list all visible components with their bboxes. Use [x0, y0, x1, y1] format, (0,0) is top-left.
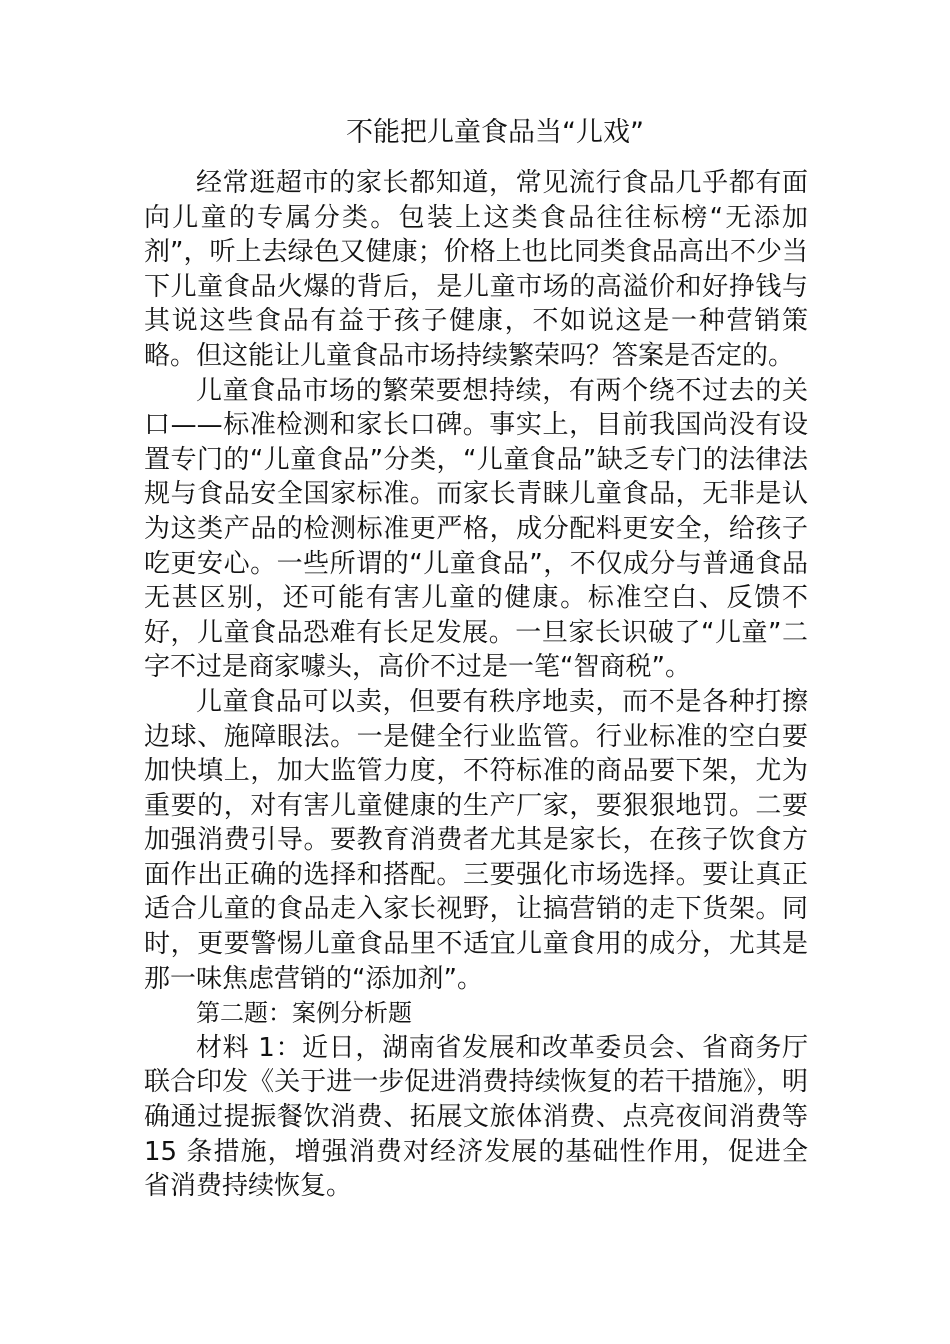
paragraph-3: 儿童食品可以卖，但要有秩序地卖，而不是各种打擦边球、施障眼法。一是健全行业监管。行业标准的空白要加快填上，加大监管力度，不符标准的商品要下架，尤为重要的，对有害儿童健康的生产厂家，要狠狠地罚。二要加强消费引导。要教育消费者尤其是家长，在孩子饮食方面作出正确的选择和搭配。三要强化市场选择。要让真正适合儿童的食品走入家长视野，让搞营销的走下货架。同时，更要警惕儿童食品里不适宜儿童食用的成分，尤其是那一味焦虑营销的“添加剂”。	[144, 686, 808, 994]
material-paragraph: 材料 1：近日，湖南省发展和改革委员会、省商务厅联合印发《关于进一步促进消费持续恢复的若干措施》，明确通过提振餐饮消费、拓展文旅体消费、点亮夜间消费等 15 条措施，增强消费对经济发展的基础性作用，促进全省消费持续恢复。	[144, 1032, 808, 1202]
document-body	[144, 166, 808, 1204]
paragraph-1: 经常逛超市的家长都知道，常见流行食品几乎都有面向儿童的专属分类。包装上这类食品往往标榜“无添加剂”，听上去绿色又健康；价格上也比同类食品高出不少当下儿童食品火爆的背后，是儿童市场的高溢价和好挣钱与其说这些食品有益于孩子健康，不如说这是一种营销策略。但这能让儿童食品市场持续繁荣吗？答案是否定的。	[144, 168, 808, 371]
paragraph-2: 儿童食品市场的繁荣要想持续，有两个绕不过去的关口——标准检测和家长口碑。事实上，目前我国尚没有设置专门的“儿童食品”分类，“儿童食品”缺乏专门的法律法规与食品安全国家标准。而家长青睐儿童食品，无非是认为这类产品的检测标准更严格，成分配料更安全，给孩子吃更安心。一些所谓的“儿童食品”，不仅成分与普通食品无甚区别，还可能有害儿童的健康。标准空白、反馈不好，儿童食品恐难有长足发展。一旦家长识破了“儿童”二字不过是商家噱头，高价不过是一笔“智商税”。	[144, 375, 808, 683]
section-heading: 第二题：案例分析题	[196, 999, 412, 1028]
document-title: 不能把儿童食品当“儿戏”	[346, 117, 644, 148]
